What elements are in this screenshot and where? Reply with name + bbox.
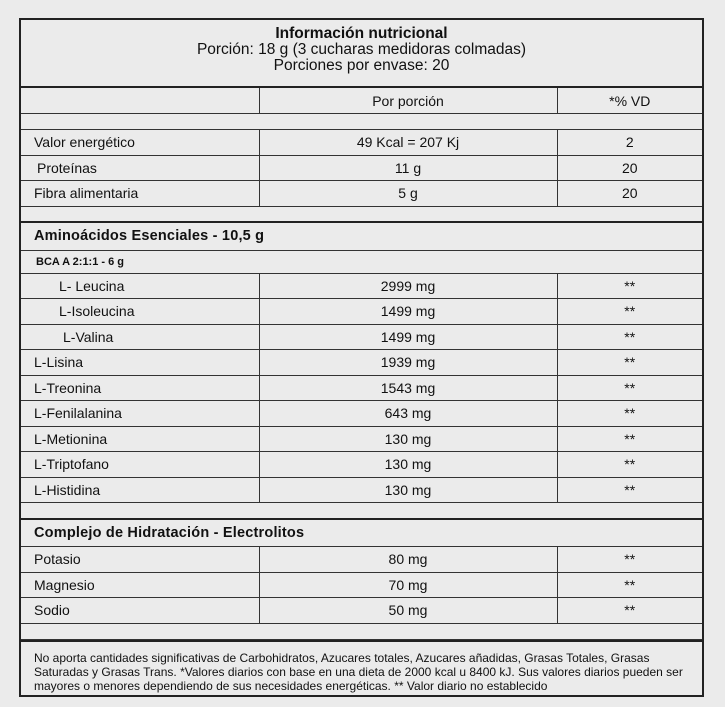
spacer-row [21, 623, 702, 639]
servings-text: Porciones por envase: 20 [273, 57, 450, 74]
nutrient-value: 130 mg [259, 426, 557, 452]
nutrient-name: L-Histidina [21, 477, 259, 503]
spacer-row [21, 114, 702, 130]
nutrient-name: L-Treonina [21, 375, 259, 401]
nutrient-name: L-Fenilalanina [21, 401, 259, 427]
hydration-section-row [21, 519, 702, 547]
table-row [21, 598, 702, 624]
nutrient-name: L-Metionina [21, 426, 259, 452]
nutrient-vd: ** [557, 273, 702, 299]
nutrient-name: L-Lisina [21, 350, 259, 376]
nutrient-value: 50 mg [259, 598, 557, 624]
nutrient-name: Fibra alimentaria [21, 181, 259, 207]
nutrient-vd: ** [557, 324, 702, 350]
spacer-cell [21, 114, 259, 130]
nutrient-value: 1499 mg [259, 324, 557, 350]
nutrient-vd: ** [557, 547, 702, 573]
nutrient-name: L-Triptofano [21, 452, 259, 478]
portion-text: Porción: 18 g (3 cucharas medidoras colmadas) [196, 41, 527, 58]
table-row [21, 324, 702, 350]
table-row [21, 375, 702, 401]
nutrient-value: 70 mg [259, 572, 557, 598]
nutrient-vd: ** [557, 598, 702, 624]
bca-row [21, 250, 702, 273]
nutrient-value: 1543 mg [259, 375, 557, 401]
nutrient-name: L-Valina [21, 324, 259, 350]
hydration-section-title: Complejo de Hidratación - Electrolitos [21, 519, 702, 547]
table-row [21, 477, 702, 503]
nutrient-value: 49 Kcal = 207 Kj [259, 130, 557, 156]
nutrient-name: Valor energético [21, 130, 259, 156]
nutrient-value: 643 mg [259, 401, 557, 427]
nutrition-table [21, 88, 702, 640]
nutrient-vd: ** [557, 572, 702, 598]
nutrient-vd: ** [557, 401, 702, 427]
nutrient-vd: ** [557, 350, 702, 376]
nutrient-vd: ** [557, 477, 702, 503]
spacer-cell [557, 503, 702, 519]
nutrient-value: 1939 mg [259, 350, 557, 376]
spacer-cell [557, 623, 702, 639]
nutrient-value: 1499 mg [259, 299, 557, 325]
amino-section-title: Aminoácidos Esenciales - 10,5 g [21, 222, 702, 250]
nutrient-value: 2999 mg [259, 273, 557, 299]
nutrient-name: Sodio [21, 598, 259, 624]
nutrient-vd: ** [557, 426, 702, 452]
table-row [21, 572, 702, 598]
bca-label: BCA A 2:1:1 - 6 g [21, 250, 702, 273]
table-row [21, 401, 702, 427]
table-row [21, 155, 702, 181]
spacer-cell [557, 206, 702, 222]
column-header-row [21, 88, 702, 114]
spacer-row [21, 206, 702, 222]
spacer-cell [259, 206, 557, 222]
nutrient-vd: 20 [557, 155, 702, 181]
nutrient-vd: ** [557, 375, 702, 401]
table-row [21, 547, 702, 573]
table-row [21, 273, 702, 299]
spacer-row [21, 503, 702, 519]
spacer-cell [259, 114, 557, 130]
table-row [21, 181, 702, 207]
nutrient-vd: ** [557, 299, 702, 325]
nutrient-value: 11 g [259, 155, 557, 181]
header-empty-cell [21, 88, 259, 114]
nutrient-vd: ** [557, 452, 702, 478]
table-row [21, 299, 702, 325]
nutrient-value: 80 mg [259, 547, 557, 573]
nutrient-vd: 20 [557, 181, 702, 207]
spacer-cell [259, 623, 557, 639]
nutrient-value: 130 mg [259, 452, 557, 478]
nutrient-value: 130 mg [259, 477, 557, 503]
nutrient-name: Magnesio [21, 572, 259, 598]
nutrition-header [21, 20, 702, 88]
footer-note: No aporta cantidades significativas de Carbohidratos, Azucares totales, Azucares añadidas, Grasas Totales, Grasas Saturadas y Grasas Trans. *Valores diarios con base en una dieta de 2000 kcal u 8400 kJ. Sus valores diarios pueden ser mayores o menores dependiendo de sus necesidades energéticas. ** Valor diario no establecido [21, 640, 702, 693]
nutrient-name: L- Leucina [21, 273, 259, 299]
column-header-per-portion: Por porción [259, 88, 557, 114]
spacer-cell [557, 114, 702, 130]
nutrient-value: 5 g [259, 181, 557, 207]
table-row [21, 350, 702, 376]
nutrient-name: L-Isoleucina [21, 299, 259, 325]
spacer-cell [21, 623, 259, 639]
spacer-cell [21, 206, 259, 222]
nutrition-panel [19, 18, 704, 697]
spacer-cell [21, 503, 259, 519]
nutrient-name: Potasio [21, 547, 259, 573]
table-row [21, 130, 702, 156]
table-row [21, 452, 702, 478]
table-row [21, 426, 702, 452]
spacer-cell [259, 503, 557, 519]
nutrition-title: Información nutricional [275, 25, 448, 42]
nutrient-name: Proteínas [21, 155, 259, 181]
column-header-vd: *% VD [557, 88, 702, 114]
nutrient-vd: 2 [557, 130, 702, 156]
amino-section-row [21, 222, 702, 250]
